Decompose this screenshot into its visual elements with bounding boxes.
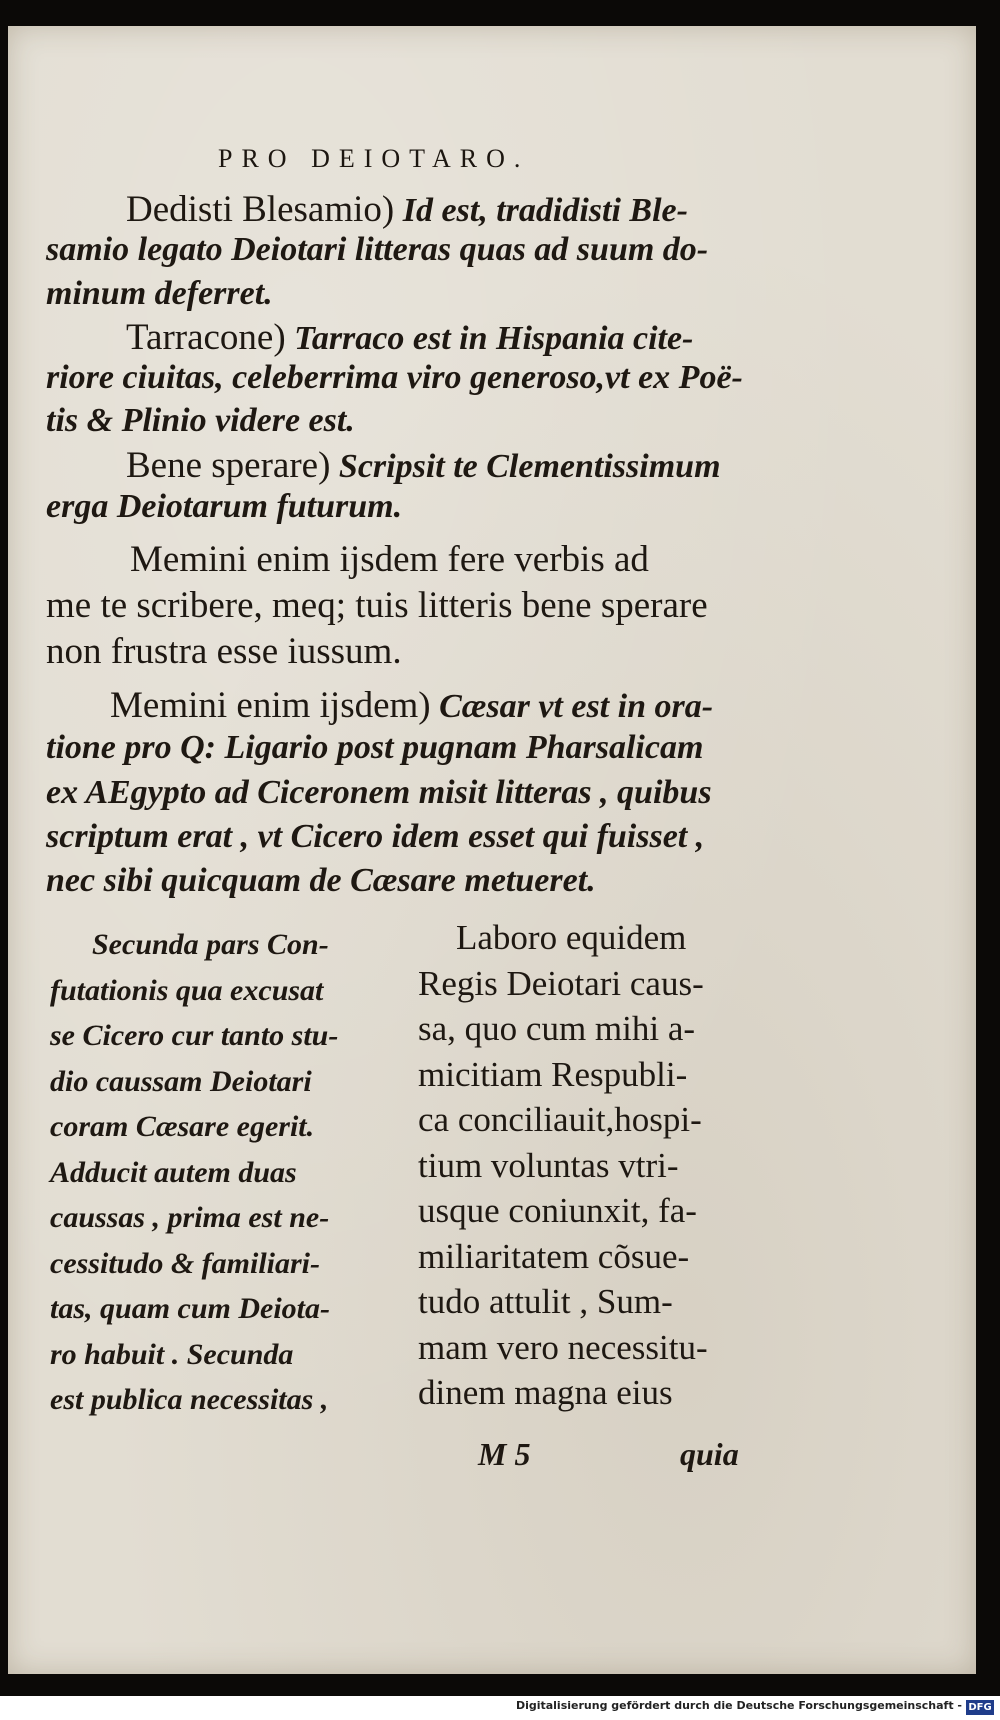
book-page <box>8 26 976 1674</box>
text-line <box>46 231 708 269</box>
right-column-line: Regis Deiotari caus- <box>418 963 704 1003</box>
commentary-text: tis & Plinio videre est. <box>46 402 355 439</box>
right-column-line: tudo attulit , Sum- <box>418 1282 673 1321</box>
lemma-text: Tarracone) <box>126 317 286 358</box>
lemma-text: me te scribere, meq; tuis litteris bene sperare <box>46 585 708 626</box>
right-column-line: dinem magna eius <box>418 1373 673 1412</box>
text-line <box>130 538 649 581</box>
margin-note-line: caussas , prima est ne- <box>50 1201 330 1234</box>
text-line <box>126 188 688 231</box>
commentary-text: Id est, tradidisti Ble- <box>394 192 688 229</box>
lemma-text: Bene sperare) <box>126 445 331 486</box>
right-column-line: ca conciliauit,hospi- <box>418 1100 702 1139</box>
lemma-text: non frustra esse iussum. <box>46 631 402 672</box>
margin-note-line: cessitudo & familiari- <box>50 1246 320 1280</box>
right-column-line: tium voluntas vtri- <box>418 1145 679 1185</box>
text-line <box>126 444 721 487</box>
right-column-line: mam vero necessitu- <box>418 1327 708 1367</box>
commentary-text: riore ciuitas, celeberrima viro generoso,vt ex Poë- <box>46 359 743 396</box>
footer-credit: Digitalisierung gefördert durch die Deutsche Forschungsgemeinschaft - <box>515 1699 962 1712</box>
lemma-text: Memini enim ijsdem fere verbis ad <box>130 539 649 580</box>
catchword: quia <box>680 1436 739 1472</box>
text-line <box>110 684 713 727</box>
right-column-line: Laboro equidem <box>456 918 687 957</box>
running-head: PRO DEIOTARO. <box>218 144 530 173</box>
margin-note-line: Adducit autem duas <box>50 1155 297 1189</box>
commentary-text: nec sibi quicquam de Cæsare metueret. <box>46 862 596 899</box>
text-line <box>46 862 596 900</box>
text-line <box>46 818 704 856</box>
margin-note-line: futationis qua excusat <box>50 973 324 1007</box>
margin-note-line: tas, quam cum Deiota- <box>50 1292 331 1325</box>
commentary-text: minum deferret. <box>46 275 273 312</box>
text-line <box>46 275 273 313</box>
margin-note-line: Secunda pars Con- <box>92 928 329 961</box>
text-line <box>46 402 355 440</box>
lemma-text: Dedisti Blesamio) <box>126 189 395 230</box>
commentary-text: erga Deiotarum futurum. <box>46 488 403 525</box>
margin-note-line: est publica necessitas , <box>50 1383 329 1416</box>
commentary-text: ex AEgypto ad Ciceronem misit litteras , quibus <box>46 774 712 811</box>
dfg-logo: DFG <box>966 1700 994 1715</box>
right-column-line: usque coniunxit, fa- <box>418 1191 697 1230</box>
text-line <box>46 488 402 526</box>
footer-bar <box>0 1696 1000 1720</box>
margin-note-line: coram Cæsare egerit. <box>50 1110 315 1143</box>
right-column-line: sa, quo cum mihi a- <box>418 1009 696 1048</box>
text-line <box>46 774 712 812</box>
text-line <box>126 316 693 359</box>
margin-note-line: se Cicero cur tanto stu- <box>50 1019 339 1052</box>
right-column-line: miliaritatem cõsue- <box>418 1236 690 1276</box>
margin-note-line: dio caussam Deiotari <box>50 1064 312 1098</box>
lemma-text: Memini enim ijsdem) <box>110 685 431 726</box>
margin-note-line: ro habuit . Secunda <box>50 1337 294 1371</box>
commentary-text: Cæsar vt est in ora- <box>430 688 714 725</box>
commentary-text: Scripsit te Clementissimum <box>330 448 721 485</box>
text-line <box>46 359 743 397</box>
commentary-text: tione pro Q: Ligario post pugnam Pharsalicam <box>46 729 704 766</box>
commentary-text: scriptum erat , vt Cicero idem esset qui fuisset , <box>46 818 705 855</box>
right-column-line: micitiam Respubli- <box>418 1054 688 1094</box>
text-line <box>46 630 402 673</box>
text-line <box>46 584 708 627</box>
text-line <box>46 729 703 767</box>
commentary-text: Tarraco est in Hispania cite- <box>285 320 694 357</box>
commentary-text: samio legato Deiotari litteras quas ad suum do- <box>46 231 709 268</box>
signature-mark: M 5 <box>478 1436 531 1472</box>
